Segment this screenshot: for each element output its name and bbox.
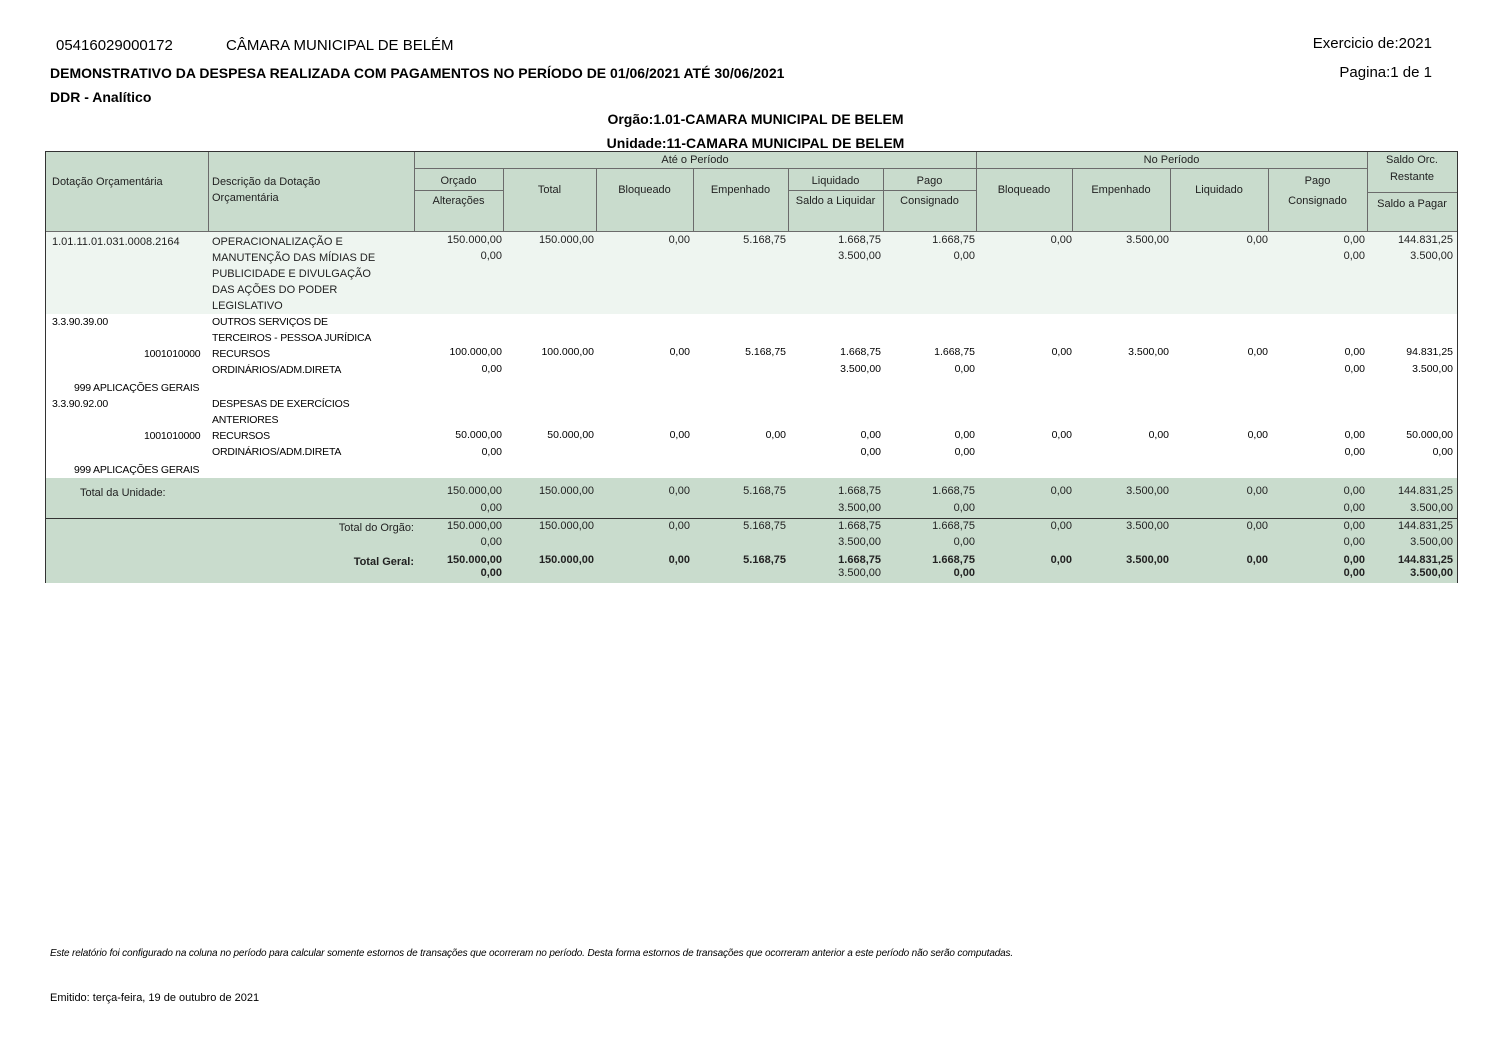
amount-cell-saldo-pagar: 3.500,00 <box>1410 250 1453 262</box>
amount-cell: 150.000,00 <box>446 485 502 497</box>
amount-cell: 5.168,75 <box>745 346 786 358</box>
amount-cell-saldo-liquidar: 3.500,00 <box>838 536 881 548</box>
amount-cell-saldo-pagar: 3.500,00 <box>1410 536 1453 548</box>
col-dotacao: Dotação Orçamentária <box>52 176 163 188</box>
exercise-year: Exercicio de:2021 <box>1312 35 1432 52</box>
col-alteracoes: Alterações <box>432 195 485 207</box>
amount-cell: 1.668,75 <box>838 554 881 566</box>
amount-cell: 150.000,00 <box>538 554 594 566</box>
amount-cell-saldo-liquidar: 3.500,00 <box>840 363 881 375</box>
amount-cell: 0,00 <box>1148 429 1169 441</box>
amount-cell: 0,00 <box>668 554 690 566</box>
col-saldo-pagar: Saldo a Pagar <box>1377 198 1447 210</box>
amount-cell: 3.500,00 <box>1128 346 1169 358</box>
amount-cell: 5.168,75 <box>743 520 786 532</box>
amount-cell: 3.500,00 <box>1126 554 1169 566</box>
amount-cell: 0,00 <box>668 485 690 497</box>
source-desc-1: RECURSOS <box>212 348 270 360</box>
col-total: Total <box>537 184 562 196</box>
amount-cell: 1.668,75 <box>932 554 975 566</box>
amount-cell: 150.000,00 <box>446 234 502 246</box>
amount-cell-consignado: 0,00 <box>953 250 975 262</box>
amount-cell: 50.000,00 <box>455 429 502 441</box>
amount-cell: 0,00 <box>1246 554 1268 566</box>
total-orgao-label: Total do Orgão: <box>338 522 414 534</box>
amount-cell: 100.000,00 <box>541 346 594 358</box>
source-code: 1001010000 <box>144 430 201 442</box>
amount-cell-saldo-pagar: 0,00 <box>1432 446 1453 458</box>
amount-cell: 1.668,75 <box>838 485 881 497</box>
main-row-desc-1: OPERACIONALIZAÇÃO E <box>212 236 343 248</box>
col-liquidado: Liquidado <box>811 175 860 187</box>
amount-cell: 3.500,00 <box>1126 520 1169 532</box>
amount-cell: 0,00 <box>1051 346 1072 358</box>
amount-cell: 94.831,25 <box>1406 346 1453 358</box>
amount-cell: 0,00 <box>668 520 690 532</box>
amount-cell: 1.668,75 <box>934 346 975 358</box>
total-geral-label: Total Geral: <box>353 556 414 568</box>
amount-cell: 50.000,00 <box>1406 429 1453 441</box>
amount-cell-alteracoes: 0,00 <box>480 502 502 514</box>
col-np-consignado: Consignado <box>1288 195 1347 207</box>
total-unidade-bg <box>46 478 1457 518</box>
amount-cell: 5.168,75 <box>743 485 786 497</box>
entity-name: CÂMARA MUNICIPAL DE BELÉM <box>226 37 454 54</box>
col-np-empenhado: Empenhado <box>1091 184 1151 196</box>
amount-cell: 150.000,00 <box>446 554 502 566</box>
source-desc-2: ORDINÁRIOS/ADM.DIRETA <box>212 446 342 458</box>
amount-cell-alteracoes: 0,00 <box>481 446 502 458</box>
col-np-pago: Pago <box>1304 175 1331 187</box>
main-row-code: 1.01.11.01.031.0008.2164 <box>52 236 180 248</box>
amount-cell: 0,00 <box>1343 485 1365 497</box>
col-ate-periodo: Até o Período <box>661 154 729 166</box>
application: 999 APLICAÇÕES GERAIS <box>74 382 200 394</box>
amount-cell: 5.168,75 <box>743 554 786 566</box>
amount-cell-saldo-liquidar: 3.500,00 <box>838 502 881 514</box>
amount-cell: 0,00 <box>1343 234 1365 246</box>
amount-cell-saldo-liquidar: 3.500,00 <box>838 250 881 262</box>
element-desc-1: DESPESAS DE EXERCÍCIOS <box>212 398 350 410</box>
amount-cell-consignado: 0,00 <box>953 567 975 579</box>
amount-cell-consignado: 0,00 <box>954 363 975 375</box>
col-descricao-1: Descrição da Dotação <box>212 176 321 188</box>
amount-cell-np-consignado: 0,00 <box>1343 250 1365 262</box>
amount-cell: 0,00 <box>1247 346 1268 358</box>
col-saldo-orc: Saldo Orc. <box>1386 154 1438 166</box>
amount-cell-np-consignado: 0,00 <box>1343 536 1365 548</box>
footer-note: Este relatório foi configurado na coluna no período para calcular somente estornos de transações que ocorreram no período. Desta forma estornos de transações que ocorreram anterior a este período não serão computadas. <box>50 948 1014 959</box>
report-title: DEMONSTRATIVO DA DESPESA REALIZADA COM PAGAMENTOS NO PERÍODO DE 01/06/2021 ATÉ 30/06/2021 <box>50 65 785 81</box>
amount-cell: 0,00 <box>1050 234 1072 246</box>
amount-cell: 144.831,25 <box>1397 520 1453 532</box>
col-empenhado: Empenhado <box>710 184 771 196</box>
amount-cell: 150.000,00 <box>538 234 594 246</box>
amount-cell: 0,00 <box>1050 520 1072 532</box>
amount-cell: 3.500,00 <box>1126 234 1169 246</box>
main-row-desc-3: PUBLICIDADE E DIVULGAÇÃO <box>212 268 371 280</box>
amount-cell-saldo-pagar: 3.500,00 <box>1412 363 1453 375</box>
source-desc-1: RECURSOS <box>212 430 270 442</box>
emitted-date: Emitido: terça-feira, 19 de outubro de 2021 <box>50 992 260 1004</box>
main-row-desc-2: MANUTENÇÃO DAS MÍDIAS DE <box>212 252 376 264</box>
element-code: 3.3.90.39.00 <box>52 316 108 328</box>
amount-cell: 144.831,25 <box>1397 485 1453 497</box>
amount-cell: 1.668,75 <box>932 520 975 532</box>
col-descricao-2: Orçamentária <box>212 192 279 204</box>
amount-cell: 0,00 <box>1343 554 1365 566</box>
amount-cell-saldo-pagar: 3.500,00 <box>1410 502 1453 514</box>
amount-cell: 144.831,25 <box>1397 234 1453 246</box>
col-saldo-liquidar: Saldo a Liquidar <box>795 195 876 207</box>
amount-cell: 1.668,75 <box>932 234 975 246</box>
amount-cell: 0,00 <box>1050 485 1072 497</box>
col-np-bloqueado: Bloqueado <box>997 184 1051 196</box>
element-desc-2: TERCEIROS - PESSOA JURÍDICA <box>212 332 372 344</box>
amount-cell-np-consignado: 0,00 <box>1344 363 1365 375</box>
amount-cell: 0,00 <box>668 234 690 246</box>
col-no-periodo: No Período <box>1143 154 1200 166</box>
amount-cell: 3.500,00 <box>1126 485 1169 497</box>
amount-cell: 50.000,00 <box>547 429 594 441</box>
amount-cell-consignado: 0,00 <box>953 502 975 514</box>
cnpj: 05416029000172 <box>56 37 173 54</box>
main-row-desc-5: LEGISLATIVO <box>212 300 283 312</box>
amount-cell: 1.668,75 <box>932 485 975 497</box>
amount-cell: 100.000,00 <box>449 346 502 358</box>
col-restante: Restante <box>1389 171 1435 183</box>
amount-cell-saldo-pagar: 3.500,00 <box>1410 567 1453 579</box>
element-desc-1: OUTROS SERVIÇOS DE <box>212 316 328 328</box>
amount-cell: 0,00 <box>860 429 881 441</box>
col-np-liquidado: Liquidado <box>1195 184 1243 196</box>
amount-cell-consignado: 0,00 <box>953 536 975 548</box>
page-indicator: Pagina:1 de 1 <box>1339 64 1432 81</box>
source-code: 1001010000 <box>144 348 201 360</box>
report-table <box>45 151 1458 583</box>
amount-cell-alteracoes: 0,00 <box>480 536 502 548</box>
amount-cell: 0,00 <box>1344 429 1365 441</box>
application: 999 APLICAÇÕES GERAIS <box>74 464 200 476</box>
amount-cell: 0,00 <box>669 429 690 441</box>
amount-cell: 150.000,00 <box>538 520 594 532</box>
source-desc-2: ORDINÁRIOS/ADM.DIRETA <box>212 364 342 376</box>
amount-cell-alteracoes: 0,00 <box>480 567 502 579</box>
amount-cell: 0,00 <box>1246 485 1268 497</box>
main-row-desc-4: DAS AÇÕES DO PODER <box>212 284 338 296</box>
amount-cell-np-consignado: 0,00 <box>1344 446 1365 458</box>
col-orcado: Orçado <box>440 175 477 187</box>
amount-cell: 0,00 <box>1344 346 1365 358</box>
amount-cell-saldo-liquidar: 0,00 <box>860 446 881 458</box>
amount-cell: 0,00 <box>1051 429 1072 441</box>
amount-cell: 5.168,75 <box>743 234 786 246</box>
amount-cell: 0,00 <box>1246 234 1268 246</box>
total-unidade-label: Total da Unidade: <box>80 487 166 499</box>
amount-cell: 0,00 <box>1246 520 1268 532</box>
amount-cell: 0,00 <box>669 346 690 358</box>
col-pago: Pago <box>916 175 943 187</box>
amount-cell: 0,00 <box>1247 429 1268 441</box>
amount-cell: 1.668,75 <box>838 520 881 532</box>
amount-cell-alteracoes: 0,00 <box>480 250 502 262</box>
amount-cell-np-consignado: 0,00 <box>1343 502 1365 514</box>
unidade-title: Unidade:11-CAMARA MUNICIPAL DE BELEM <box>606 135 905 151</box>
amount-cell: 1.668,75 <box>840 346 881 358</box>
element-code: 3.3.90.92.00 <box>52 398 108 410</box>
amount-cell: 0,00 <box>1050 554 1072 566</box>
amount-cell: 1.668,75 <box>838 234 881 246</box>
element-desc-2: ANTERIORES <box>212 414 279 426</box>
report-type: DDR - Analítico <box>50 89 152 105</box>
amount-cell: 0,00 <box>1343 520 1365 532</box>
col-consignado: Consignado <box>900 195 959 207</box>
amount-cell-np-consignado: 0,00 <box>1343 567 1365 579</box>
amount-cell-saldo-liquidar: 3.500,00 <box>838 567 881 579</box>
col-bloqueado: Bloqueado <box>618 184 671 196</box>
amount-cell: 150.000,00 <box>446 520 502 532</box>
amount-cell-alteracoes: 0,00 <box>481 363 502 375</box>
orgao-title: Orgão:1.01-CAMARA MUNICIPAL DE BELEM <box>607 111 904 127</box>
amount-cell: 0,00 <box>765 429 786 441</box>
amount-cell-consignado: 0,00 <box>954 446 975 458</box>
amount-cell: 150.000,00 <box>538 485 594 497</box>
amount-cell: 144.831,25 <box>1397 554 1453 566</box>
amount-cell: 0,00 <box>954 429 975 441</box>
